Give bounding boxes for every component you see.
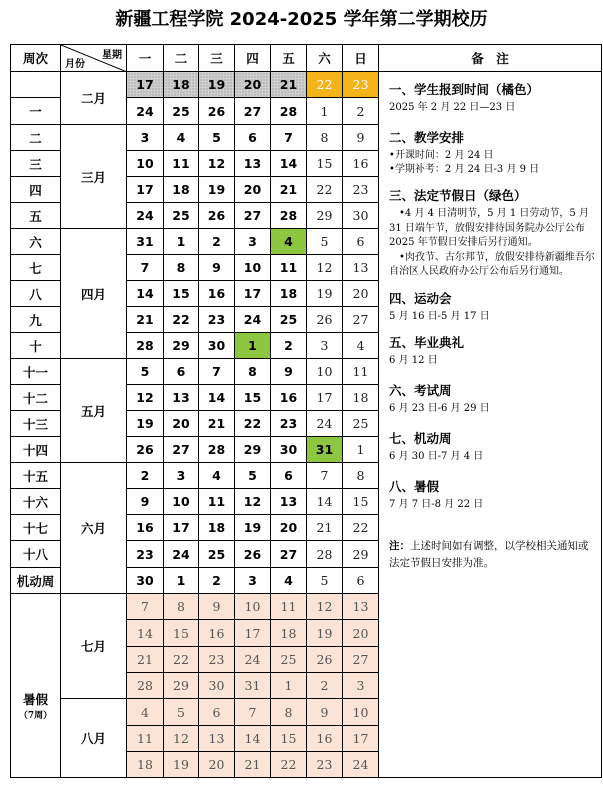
- day-cell: 9: [199, 255, 235, 281]
- day-cell: 4: [199, 463, 235, 489]
- day-cell: 12: [307, 594, 343, 620]
- day-cell: 17: [235, 281, 271, 307]
- day-cell: 5: [235, 463, 271, 489]
- day-cell: 7: [127, 594, 164, 620]
- day-cell: 1: [164, 229, 199, 255]
- day-cell: 1: [235, 333, 271, 359]
- note-section-title: 七、机动周: [389, 430, 452, 446]
- day-cell: 1: [164, 568, 199, 594]
- note-paragraph: •肉孜节、古尔邦节，放假安排待新疆维吾尔自治区人民政府办公厅公布后另行通知。: [389, 251, 595, 277]
- weekday-header: 三: [199, 45, 235, 72]
- day-cell: 22: [307, 177, 343, 203]
- day-cell: 15: [343, 489, 379, 515]
- day-cell: 12: [127, 385, 164, 411]
- day-cell: 29: [343, 541, 379, 568]
- day-cell: 10: [307, 359, 343, 385]
- day-cell: 18: [127, 752, 164, 778]
- day-cell: 5: [307, 568, 343, 594]
- month-label: 三月: [61, 125, 127, 229]
- day-cell: 20: [343, 281, 379, 307]
- day-cell: 31: [235, 673, 271, 699]
- day-cell: 19: [127, 411, 164, 437]
- day-cell: 7: [307, 463, 343, 489]
- note-section-title: 八、暑假: [389, 478, 440, 494]
- day-cell: 27: [271, 541, 307, 568]
- day-cell: 8: [271, 699, 307, 726]
- week-number: 十八: [11, 541, 61, 568]
- note-section-title: 二、教学安排: [389, 130, 465, 145]
- day-cell: 29: [164, 673, 199, 699]
- day-cell: 6: [199, 699, 235, 726]
- week-number: 四: [11, 177, 61, 203]
- day-cell: 4: [271, 229, 307, 255]
- day-cell: 25: [271, 647, 307, 673]
- day-cell: 19: [199, 72, 235, 98]
- day-cell: 6: [235, 125, 271, 151]
- note-paragraph: •4 月 4 日清明节，5 月 1 日劳动节，5 月 31 日端午节，放假安排待国务院办公厅公布 2025 年节假日安排后另行通知。: [389, 208, 589, 248]
- day-cell: 23: [271, 411, 307, 437]
- day-cell: 10: [235, 594, 271, 620]
- day-cell: 13: [343, 255, 379, 281]
- day-cell: 8: [164, 255, 199, 281]
- day-cell: 2: [343, 98, 379, 125]
- day-cell: 2: [127, 463, 164, 489]
- day-cell: 23: [343, 72, 379, 98]
- note-line: 2025 年 2 月 22 日—23 日: [389, 102, 516, 113]
- weekday-header: 日: [343, 45, 379, 72]
- day-cell: 14: [307, 489, 343, 515]
- note-section-title: 一、学生报到时间（橘色）: [389, 82, 540, 97]
- day-cell: 11: [164, 151, 199, 177]
- note-line: 6 月 30 日-7 月 4 日: [389, 450, 484, 462]
- day-cell: 7: [199, 359, 235, 385]
- note-section-title: 四、运动会: [389, 290, 452, 306]
- day-cell: 4: [127, 699, 164, 726]
- day-cell: 12: [199, 151, 235, 177]
- day-cell: 29: [307, 203, 343, 229]
- day-cell: 19: [307, 620, 343, 647]
- day-cell: 17: [164, 515, 199, 541]
- week-number: 七: [11, 255, 61, 281]
- day-cell: 22: [164, 647, 199, 673]
- day-cell: 4: [343, 333, 379, 359]
- day-cell: 6: [343, 568, 379, 594]
- day-cell: 26: [235, 541, 271, 568]
- day-cell: 22: [343, 515, 379, 541]
- day-cell: 8: [307, 125, 343, 151]
- day-cell: 11: [199, 489, 235, 515]
- day-cell: 11: [271, 594, 307, 620]
- day-cell: 6: [164, 359, 199, 385]
- day-cell: 24: [127, 98, 164, 125]
- day-cell: 25: [164, 203, 199, 229]
- day-cell: 29: [235, 437, 271, 463]
- day-cell: 18: [343, 385, 379, 411]
- day-cell: 20: [235, 177, 271, 203]
- day-cell: 10: [235, 255, 271, 281]
- day-cell: 13: [343, 594, 379, 620]
- day-cell: 12: [307, 255, 343, 281]
- week-number: 十六: [11, 489, 61, 515]
- day-cell: 12: [164, 726, 199, 752]
- day-cell: 1: [271, 673, 307, 699]
- week-number: 十四: [11, 437, 61, 463]
- day-cell: 24: [343, 752, 379, 778]
- notes-header: 备 注: [379, 45, 602, 72]
- day-cell: 26: [199, 203, 235, 229]
- week-number: 三: [11, 151, 61, 177]
- day-cell: 9: [127, 489, 164, 515]
- day-cell: 7: [235, 699, 271, 726]
- day-cell: 7: [271, 125, 307, 151]
- month-label: 六月: [61, 463, 127, 594]
- month-label: 七月: [61, 594, 127, 699]
- day-cell: 23: [307, 752, 343, 778]
- day-cell: 13: [271, 489, 307, 515]
- day-cell: 4: [164, 125, 199, 151]
- day-cell: 31: [307, 437, 343, 463]
- day-cell: 4: [271, 568, 307, 594]
- month-axis-label: 月份: [65, 59, 85, 70]
- day-cell: 5: [164, 699, 199, 726]
- month-label: 二月: [61, 72, 127, 125]
- day-cell: 2: [307, 673, 343, 699]
- day-cell: 21: [271, 72, 307, 98]
- day-cell: 27: [343, 307, 379, 333]
- day-cell: 1: [307, 98, 343, 125]
- day-cell: 18: [199, 515, 235, 541]
- day-cell: 3: [235, 229, 271, 255]
- weekday-header: 六: [307, 45, 343, 72]
- day-cell: 23: [127, 541, 164, 568]
- day-cell: 19: [235, 515, 271, 541]
- diagonal-header-cell: [61, 45, 127, 72]
- day-cell: 28: [307, 541, 343, 568]
- note-section-title: 五、毕业典礼: [389, 334, 465, 350]
- day-cell: 18: [271, 281, 307, 307]
- day-cell: 25: [199, 541, 235, 568]
- weekday-header: 一: [127, 45, 164, 72]
- day-cell: 2: [199, 229, 235, 255]
- note-section-title: 三、法定节假日（绿色）: [389, 188, 527, 203]
- note-line: 6 月 23 日-6 月 29 日: [389, 402, 490, 414]
- weekday-header: 五: [271, 45, 307, 72]
- day-cell: 20: [343, 620, 379, 647]
- summer-title: 暑假: [22, 692, 48, 707]
- day-cell: 16: [127, 515, 164, 541]
- day-cell: 20: [271, 515, 307, 541]
- day-cell: 1: [343, 437, 379, 463]
- month-label: 五月: [61, 359, 127, 463]
- day-cell: 24: [127, 203, 164, 229]
- day-cell: 9: [199, 594, 235, 620]
- day-cell: 20: [199, 752, 235, 778]
- day-cell: 10: [164, 489, 199, 515]
- week-number: 十五: [11, 463, 61, 489]
- day-cell: 15: [164, 281, 199, 307]
- day-cell: 3: [164, 463, 199, 489]
- day-cell: 12: [235, 489, 271, 515]
- calendar-table: [10, 44, 602, 778]
- day-cell: 27: [235, 203, 271, 229]
- day-cell: 24: [235, 307, 271, 333]
- week-number: 十: [11, 333, 61, 359]
- day-cell: 16: [271, 385, 307, 411]
- day-cell: 18: [271, 620, 307, 647]
- day-cell: 9: [271, 359, 307, 385]
- day-cell: 16: [307, 726, 343, 752]
- day-cell: 19: [164, 752, 199, 778]
- day-cell: 25: [343, 411, 379, 437]
- day-cell: 15: [307, 151, 343, 177]
- day-cell: 22: [235, 411, 271, 437]
- day-cell: 2: [271, 333, 307, 359]
- page-title: 新疆工程学院 2024-2025 学年第二学期校历: [115, 9, 488, 30]
- note-section-title: 六、考试周: [389, 382, 452, 398]
- day-cell: 3: [307, 333, 343, 359]
- day-cell: 31: [127, 229, 164, 255]
- day-cell: 30: [343, 203, 379, 229]
- day-cell: 21: [235, 752, 271, 778]
- day-cell: 11: [343, 359, 379, 385]
- day-cell: 3: [127, 125, 164, 151]
- day-cell: 9: [307, 699, 343, 726]
- day-cell: 22: [271, 752, 307, 778]
- weekday-axis-label: 星期: [102, 50, 122, 61]
- footnote-label: 注：: [389, 539, 410, 552]
- day-cell: 15: [271, 726, 307, 752]
- day-cell: 14: [127, 281, 164, 307]
- day-cell: 13: [164, 385, 199, 411]
- day-cell: 8: [235, 359, 271, 385]
- day-cell: 10: [127, 151, 164, 177]
- day-cell: 3: [235, 568, 271, 594]
- day-cell: 16: [199, 620, 235, 647]
- day-cell: 17: [235, 620, 271, 647]
- day-cell: 9: [343, 125, 379, 151]
- week-number: [11, 72, 61, 98]
- day-cell: 13: [199, 726, 235, 752]
- day-cell: 8: [164, 594, 199, 620]
- day-cell: 16: [343, 151, 379, 177]
- day-cell: 22: [307, 72, 343, 98]
- week-number: 八: [11, 281, 61, 307]
- note-line: •开课时间：2 月 24 日: [389, 150, 494, 161]
- day-cell: 16: [199, 281, 235, 307]
- week-number: 五: [11, 203, 61, 229]
- day-cell: 21: [307, 515, 343, 541]
- day-cell: 30: [199, 333, 235, 359]
- day-cell: 25: [271, 307, 307, 333]
- day-cell: 19: [199, 177, 235, 203]
- week-number: 十七: [11, 515, 61, 541]
- week-number: 机动周: [11, 568, 61, 594]
- day-cell: 26: [127, 437, 164, 463]
- day-cell: 23: [199, 647, 235, 673]
- day-cell: 21: [127, 647, 164, 673]
- day-cell: 14: [271, 151, 307, 177]
- day-cell: 26: [199, 98, 235, 125]
- day-cell: 7: [127, 255, 164, 281]
- day-cell: 14: [235, 726, 271, 752]
- footnote-text: 上述时间如有调整，以学校相关通知或法定节假日安排为准。: [389, 539, 589, 569]
- day-cell: 6: [343, 229, 379, 255]
- day-cell: 23: [343, 177, 379, 203]
- day-cell: 15: [164, 620, 199, 647]
- day-cell: 19: [307, 281, 343, 307]
- day-cell: 17: [343, 726, 379, 752]
- weekday-header: 四: [235, 45, 271, 72]
- day-cell: 28: [199, 437, 235, 463]
- day-cell: 13: [235, 151, 271, 177]
- day-cell: 20: [235, 72, 271, 98]
- week-number: 十一: [11, 359, 61, 385]
- month-label: 八月: [61, 699, 127, 778]
- day-cell: 30: [271, 437, 307, 463]
- day-cell: 11: [271, 255, 307, 281]
- day-cell: 27: [164, 437, 199, 463]
- week-number: 十二: [11, 385, 61, 411]
- day-cell: 22: [164, 307, 199, 333]
- day-cell: 5: [199, 125, 235, 151]
- footnote: [389, 538, 595, 572]
- note-line: 7 月 7 日-8 月 22 日: [389, 498, 484, 510]
- week-number: 二: [11, 125, 61, 151]
- day-cell: 21: [271, 177, 307, 203]
- day-cell: 14: [127, 620, 164, 647]
- day-cell: 23: [199, 307, 235, 333]
- summer-label: [11, 594, 61, 778]
- day-cell: 6: [271, 463, 307, 489]
- day-cell: 15: [235, 385, 271, 411]
- summer-weeks: （7周）: [18, 711, 53, 721]
- notes-panel: [379, 72, 602, 778]
- note-line: •学期补考：2 月 24 日-3 月 9 日: [389, 164, 540, 175]
- day-cell: 5: [127, 359, 164, 385]
- day-cell: 2: [199, 568, 235, 594]
- day-cell: 30: [199, 673, 235, 699]
- day-cell: 3: [343, 673, 379, 699]
- day-cell: 17: [127, 177, 164, 203]
- day-cell: 26: [307, 307, 343, 333]
- month-label: 四月: [61, 229, 127, 359]
- week-number: 九: [11, 307, 61, 333]
- week-number: 一: [11, 98, 61, 125]
- day-cell: 27: [343, 647, 379, 673]
- day-cell: 30: [127, 568, 164, 594]
- day-cell: 21: [199, 411, 235, 437]
- week-column-header: 周次: [11, 45, 61, 72]
- note-line: 6 月 12 日: [389, 354, 438, 366]
- day-cell: 17: [127, 72, 164, 98]
- day-cell: 11: [127, 726, 164, 752]
- day-cell: 10: [343, 699, 379, 726]
- day-cell: 8: [343, 463, 379, 489]
- day-cell: 28: [271, 98, 307, 125]
- week-number: 六: [11, 229, 61, 255]
- day-cell: 18: [164, 72, 199, 98]
- weekday-header: 二: [164, 45, 199, 72]
- day-cell: 24: [235, 647, 271, 673]
- day-cell: 24: [164, 541, 199, 568]
- day-cell: 24: [307, 411, 343, 437]
- note-line: 5 月 16 日-5 月 17 日: [389, 310, 490, 322]
- day-cell: 18: [164, 177, 199, 203]
- day-cell: 25: [164, 98, 199, 125]
- day-cell: 21: [127, 307, 164, 333]
- day-cell: 5: [307, 229, 343, 255]
- day-cell: 28: [271, 203, 307, 229]
- day-cell: 17: [307, 385, 343, 411]
- day-cell: 28: [127, 333, 164, 359]
- day-cell: 26: [307, 647, 343, 673]
- day-cell: 27: [235, 98, 271, 125]
- day-cell: 28: [127, 673, 164, 699]
- week-number: 十三: [11, 411, 61, 437]
- day-cell: 20: [164, 411, 199, 437]
- day-cell: 14: [199, 385, 235, 411]
- calendar-week-row: [11, 72, 602, 98]
- day-cell: 29: [164, 333, 199, 359]
